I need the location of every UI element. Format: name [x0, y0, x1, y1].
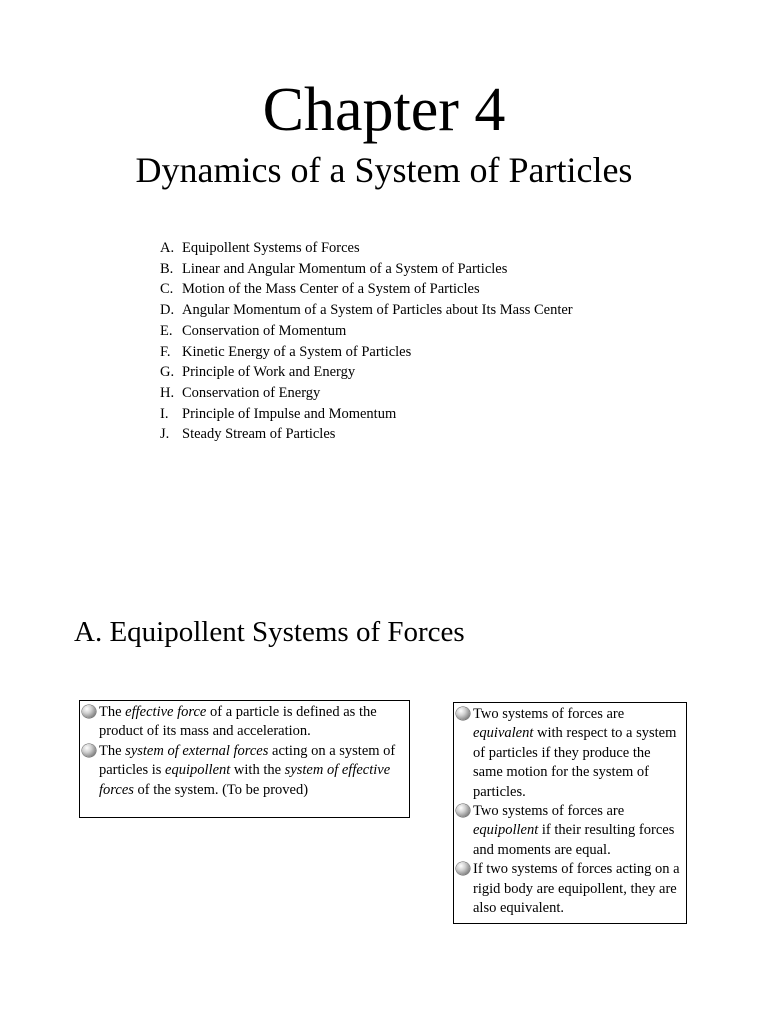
text-run: with the — [230, 762, 285, 779]
text-run: If two systems of forces acting on a rigid body are equipollent, they are also equivalent. — [473, 861, 680, 917]
toc-letter: F. — [160, 343, 171, 360]
bullet-icon — [456, 804, 470, 817]
toc-item — [160, 300, 573, 321]
toc-item — [160, 424, 573, 445]
toc-letter: G. — [160, 364, 175, 381]
toc-letter: A. — [160, 240, 175, 256]
toc-text: Angular Momentum of a System of Particles about Its Mass Center — [182, 302, 573, 319]
bullet-text — [473, 860, 682, 918]
text-run: with respect to a system of particles if they produce the same motion for the system of particles. — [473, 725, 677, 800]
bullet-text — [473, 705, 682, 802]
bullet-icon — [82, 705, 96, 718]
emphasized-term: system of effective forces — [99, 762, 391, 798]
toc-item — [160, 404, 573, 425]
bullet-text — [473, 802, 682, 860]
toc-letter: C. — [160, 281, 174, 298]
emphasized-term: system of external forces — [125, 742, 269, 759]
toc-item — [160, 279, 573, 300]
toc-text: Motion of the Mass Center of a System of Particles — [182, 281, 480, 298]
text-run: of a particle is defined as the product of its mass and acceleration. — [99, 704, 377, 740]
toc-item — [160, 342, 573, 363]
section-heading: A. Equipollent Systems of Forces — [74, 616, 465, 648]
text-run: Two systems of forces are — [473, 706, 625, 722]
emphasized-term: equivalent — [473, 725, 534, 742]
text-run: The — [99, 742, 126, 759]
text-run: The — [99, 704, 126, 720]
toc-text: Principle of Impulse and Momentum — [182, 405, 397, 422]
bullet-item — [456, 860, 682, 918]
bullet-text — [99, 703, 403, 742]
toc-item — [160, 383, 573, 404]
toc-item — [160, 321, 573, 342]
toc-text: Principle of Work and Energy — [182, 364, 356, 381]
toc-text: Linear and Angular Momentum of a System of Particles — [182, 260, 508, 277]
bullet-icon — [82, 744, 96, 757]
emphasized-term: effective force — [125, 704, 207, 720]
toc-item — [160, 259, 573, 280]
toc-letter: J. — [160, 426, 170, 443]
bullet-icon — [456, 862, 470, 875]
toc-letter: D. — [160, 302, 175, 319]
toc-letter: B. — [160, 260, 174, 277]
text-run: acting on a system of particles is — [99, 742, 396, 779]
bullet-item — [82, 742, 403, 800]
text-run: of the system. (To be proved) — [133, 781, 309, 798]
toc-item — [160, 362, 573, 383]
toc-letter: H. — [160, 384, 175, 401]
bullet-text — [99, 742, 403, 800]
toc-text: Conservation of Energy — [182, 384, 321, 401]
chapter-title: Chapter 4 — [262, 76, 506, 144]
bullet-item — [456, 705, 682, 802]
effective-force-box — [79, 700, 410, 818]
toc-text: Steady Stream of Particles — [182, 426, 336, 443]
bullet-icon — [456, 707, 470, 720]
toc-text: Conservation of Momentum — [182, 322, 347, 339]
chapter-subtitle: Dynamics of a System of Particles — [135, 150, 633, 190]
toc-letter: E. — [160, 322, 173, 339]
equivalence-box — [453, 702, 687, 924]
text-run: Two systems of forces are — [473, 803, 625, 820]
table-of-contents — [160, 238, 573, 445]
emphasized-term: equipollent — [473, 822, 539, 839]
text-run: if their resulting forces and moments are equal. — [473, 822, 675, 858]
toc-letter: I. — [160, 405, 169, 422]
emphasized-term: equipollent — [165, 762, 231, 779]
toc-item — [160, 238, 573, 259]
bullet-item — [82, 703, 403, 742]
bullet-item — [456, 802, 682, 860]
toc-text: Equipollent Systems of Forces — [182, 240, 360, 256]
toc-text: Kinetic Energy of a System of Particles — [182, 343, 412, 360]
